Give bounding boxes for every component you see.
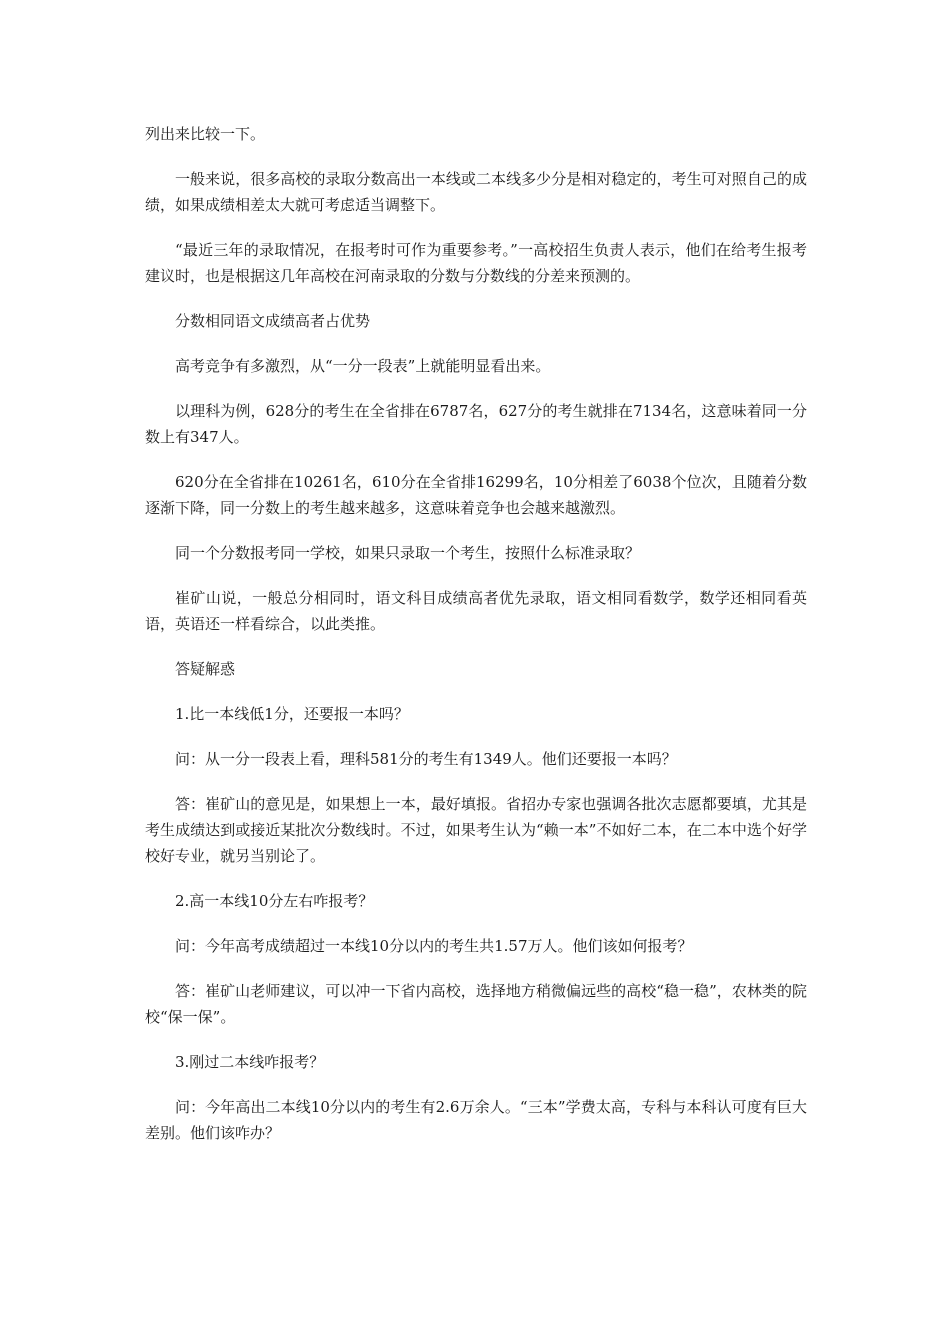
paragraph: 同一个分数报考同一学校，如果只录取一个考生，按照什么标准录取？ xyxy=(175,544,641,562)
paragraph: 以理科为例，628分的考生在全省排在6787名，627分的考生就排在7134名，这意味着同一分数上有347人。 xyxy=(145,402,807,446)
paragraph-continuation: 列出来比较一下。 xyxy=(145,125,266,143)
document-body xyxy=(145,121,807,1165)
paragraph: 620分在全省排在10261名，610分在全省排16299名，10分相差了6038个位次，且随着分数逐渐下降，同一分数上的考生越来越多，这意味着竞争也会越来越激烈。 xyxy=(145,473,807,517)
answer-paragraph: 答：崔矿山的意见是，如果想上一本，最好填报。省招办专家也强调各批次志愿都要填，尤其是考生成绩达到或接近某批次分数线时。不过，如果考生认为“赖一本”不如好二本，在二本中选个好学校好专业，就另当别论了。 xyxy=(145,795,807,865)
question-heading: 3.刚过二本线咋报考？ xyxy=(175,1053,325,1071)
paragraph: 崔矿山说，一般总分相同时，语文科目成绩高者优先录取，语文相同看数学，数学还相同看英语，英语还一样看综合，以此类推。 xyxy=(145,589,807,633)
question-paragraph: 问：今年高出二本线10分以内的考生有2.6万余人。“三本”学费太高，专科与本科认可度有巨大差别。他们该咋办？ xyxy=(145,1098,807,1142)
section-heading: 答疑解惑 xyxy=(175,660,236,678)
question-heading: 1.比一本线低1分，还要报一本吗？ xyxy=(175,705,409,723)
question-paragraph: 问：今年高考成绩超过一本线10分以内的考生共1.57万人。他们该如何报考？ xyxy=(175,937,693,955)
paragraph: 一般来说，很多高校的录取分数高出一本线或二本线多少分是相对稳定的，考生可对照自己的成绩，如果成绩相差太大就可考虑适当调整下。 xyxy=(145,170,807,214)
question-heading: 2.高一本线10分左右咋报考？ xyxy=(175,892,374,910)
section-heading: 分数相同语文成绩高者占优势 xyxy=(175,312,371,330)
answer-paragraph: 答：崔矿山老师建议，可以冲一下省内高校，选择地方稍微偏远些的高校“稳一稳”，农林类的院校“保一保”。 xyxy=(145,982,807,1026)
paragraph: “最近三年的录取情况，在报考时可作为重要参考。”一高校招生负责人表示，他们在给考生报考建议时，也是根据这几年高校在河南录取的分数与分数线的分差来预测的。 xyxy=(145,241,807,285)
paragraph: 高考竞争有多激烈，从“一分一段表”上就能明显看出来。 xyxy=(175,357,551,375)
question-paragraph: 问：从一分一段表上看，理科581分的考生有1349人。他们还要报一本吗？ xyxy=(175,750,677,768)
